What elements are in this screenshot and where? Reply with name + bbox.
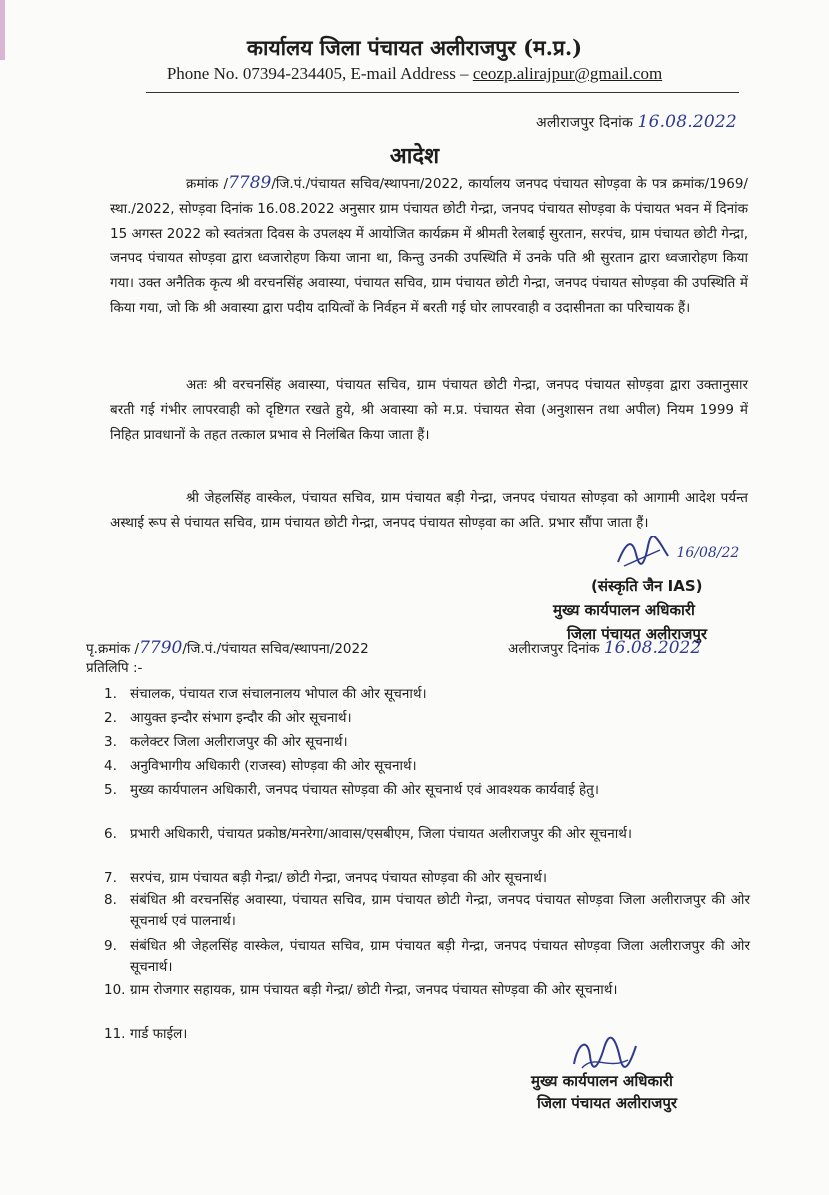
ref-number-handwritten: 7789 (228, 173, 272, 193)
order-paragraph-1 (110, 171, 748, 321)
signatory-name: (संस्कृति जैन IAS) (591, 577, 703, 595)
contact-line (0, 64, 829, 84)
initial-date: 16/08/22 (676, 545, 740, 561)
signatory-2-designation: मुख्य कार्यपालन अधिकारी (531, 1072, 673, 1090)
date-label: अलीराजपुर दिनांक (536, 115, 633, 131)
signature-scribble-icon (568, 1034, 640, 1074)
paragraph-3-text: श्री जेहलसिंह वास्केल, पंचायत सचिव, ग्राम पंचायत बड़ी गेन्द्रा, जनपद पंचायत सोण्ड़वा को आगामी आदेश पर्यन्त अस्थाई रूप से पंचायत सचिव, ग्राम पंचायत छोटी गेन्द्रा, जनपद पंचायत सोण्ड़वा का अति. प्रभार सौंपा जाता हैं। (110, 490, 748, 531)
signatory-office: जिला पंचायत अलीराजपुर (567, 625, 708, 643)
ref-suffix: /जि.पं./पंचायत सचिव/स्थापना/2022, (271, 176, 463, 192)
copy-ref-number-handwritten: 7790 (139, 638, 183, 658)
signature-scribble-icon (614, 536, 672, 570)
copy-label: प्रतिलिपि :- (86, 660, 143, 676)
document-title: आदेश (389, 144, 440, 169)
copy-ref-line (86, 638, 369, 658)
order-paragraph-2 (110, 373, 748, 447)
ref-prefix: क्रमांक / (186, 176, 229, 192)
phone-text: Phone No. 07394-234405, E-mail Address – (166, 64, 469, 83)
paragraph-2-text: अतः श्री वरचनसिंह अवास्या, पंचायत सचिव, ग्राम पंचायत छोटी गेन्द्रा, जनपद पंचायत सोण्ड़वा द्वारा उक्तानुसार बरती गई गंभीर लापरवाही को दृष्टिगत रखते हुये, श्री अवास्या को म.प्र. पंचायत सेवा (अनुशासन तथा अपील) नियम 1999 में निहित प्रावधानों के तहत तत्काल प्रभाव से निलंबित किया जाता हैं। (110, 377, 748, 443)
signatory-designation: मुख्य कार्यपालन अधिकारी (553, 601, 695, 619)
copy-ref-suffix: /जि.पं./पंचायत सचिव/स्थापना/2022 (182, 641, 369, 657)
order-paragraph-3 (110, 486, 748, 536)
copy-ref-prefix: पृ.क्रमांक / (86, 641, 140, 657)
paragraph-1-text: कार्यालय जनपद पंचायत सोण्ड़वा के पत्र क्रमांक/1969/स्था./2022, सोण्ड़वा दिनांक 16.08.2022 अनुसार ग्राम पंचायत छोटी गेन्द्रा, जनपद पंचायत सोण्ड़वा के पंचायत भवन में दिनांक 15 अगस्त 2022 को स्वतंत्रता दिवस के उपलक्ष्य में आयोजित कार्यक्रम में श्रीमती रेलबाई सुरतान, सरपंच, ग्राम पंचायत छोटी गेन्द्रा, जनपद पंचायत सोण्ड़वा द्वारा ध्वजारोहण किया जाना था, किन्तु उनकी उपस्थिति में उनके पति श्री सुरतान द्वारा ध्वजारोहण किया गया। उक्त अनैतिक कृत्य श्री वरचनसिंह अवास्या, पंचायत सचिव, ग्राम पंचायत छोटी गेन्द्रा, जनपद पंचायत सोण्ड़वा की उपस्थिति में किया गया, जो कि श्री अवास्या द्वारा पदीय दायित्वों के निर्वहन में बरती गई घोर लापरवाही व उदासीनता का परिचायक हैं। (110, 176, 748, 316)
office-title: कार्यालय जिला पंचायत अलीराजपुर (म.प्र.) (246, 35, 583, 60)
signatory-2-office: जिला पंचायत अलीराजपुर (537, 1094, 678, 1112)
header-rule (146, 92, 739, 93)
date-handwritten: 16.08.2022 (637, 112, 737, 132)
email-link[interactable]: ceozp.alirajpur@gmail.com (472, 64, 663, 83)
order-date-line (536, 112, 737, 132)
copy-date-label: अलीराजपुर दिनांक (508, 641, 600, 657)
copy-date-handwritten: 16.08.2022 (603, 638, 702, 658)
copy-date-line (508, 638, 701, 658)
signature-initial-1 (614, 536, 739, 570)
